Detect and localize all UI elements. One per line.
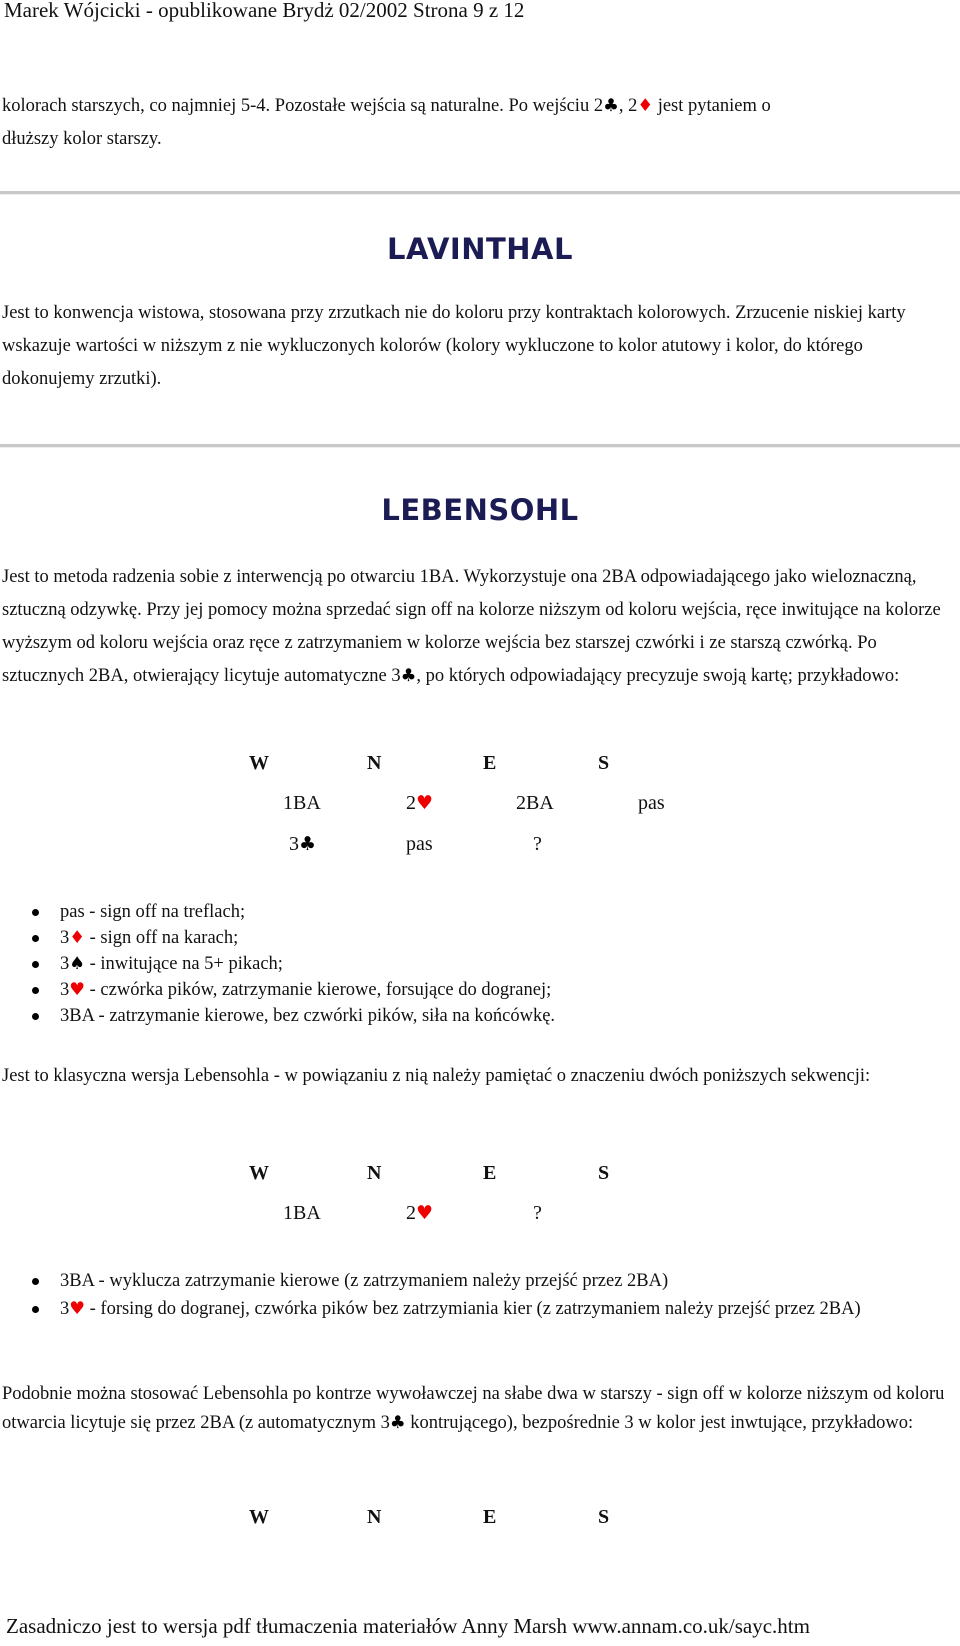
lebensohl-text-2: , po których odpowiadający precyzuje swoją kartę; przykładowo: xyxy=(416,666,900,686)
list-text: 3 xyxy=(60,980,70,1000)
heart-icon: ♥ xyxy=(69,1299,85,1319)
bullet-icon xyxy=(32,909,39,916)
club-icon: ♣ xyxy=(603,96,619,116)
seat-e: E xyxy=(483,1506,497,1528)
list-text: 3BA - zatrzymanie kierowe, bez czwórki pików, siła na końcówkę. xyxy=(60,1006,556,1026)
list-text: - inwitujące na 5+ pikach; xyxy=(85,954,283,974)
bullet-icon xyxy=(32,935,39,942)
club-icon: ♣ xyxy=(400,666,417,686)
page-header: Marek Wójcicki - opublikowane Brydż 02/2002 Strona 9 z 12 xyxy=(4,0,525,22)
bullet-icon xyxy=(32,1278,39,1285)
responses-list xyxy=(0,899,555,1029)
bid-cell: 2BA xyxy=(516,792,554,814)
seat-s: S xyxy=(598,1162,610,1184)
bid-cell: 1BA xyxy=(283,792,321,814)
list-item xyxy=(0,1296,955,1322)
club-icon: ♣ xyxy=(389,1413,406,1433)
bid-cell xyxy=(289,833,316,856)
list-text: pas - sign off na treflach; xyxy=(60,902,246,922)
intro-text-1: kolorach starszych, co najmniej 5-4. Pozostałe wejścia są naturalne. Po wejściu 2 xyxy=(2,96,604,116)
list-text: 3 xyxy=(60,928,70,948)
club-icon: ♣ xyxy=(299,833,317,855)
seat-n: N xyxy=(367,752,382,774)
bid-cell xyxy=(406,1202,433,1225)
seat-s: S xyxy=(598,1506,610,1528)
list-item xyxy=(0,1003,555,1029)
list-text: 3 xyxy=(60,1299,70,1319)
intro-paragraph xyxy=(2,90,957,156)
bid-text: 2 xyxy=(406,1202,416,1224)
list-item xyxy=(0,899,555,925)
page-footer: Zasadniczo jest to wersja pdf tłumaczenia materiałów Anny Marsh www.annam.co.uk/sayc.htm xyxy=(6,1614,810,1638)
bid-cell: ? xyxy=(533,1202,542,1224)
lebensohl-paragraph-2: Jest to klasyczna wersja Lebensohla - w powiązaniu z nią należy pamiętać o znaczeniu dwóch poniższych sekwencji: xyxy=(2,1066,871,1086)
spade-icon: ♠ xyxy=(69,954,85,974)
bullet-icon xyxy=(32,987,39,994)
seat-e: E xyxy=(483,1162,497,1184)
list-text: 3 xyxy=(60,954,70,974)
heart-icon: ♥ xyxy=(416,792,434,814)
lebensohl-text-3: Podobnie można stosować Lebensohla po kontrze wywoławczej na słabe dwa w starszy - sign off w kolorze niższym od koloru otwarcia licytuje się przez 2BA (z automatycznym 3 xyxy=(2,1384,945,1433)
seat-n: N xyxy=(367,1162,382,1184)
lebensohl-text-4: kontrującego), bezpośrednie 3 w kolor jest inwtujące, przykładowo: xyxy=(405,1413,914,1433)
bid-cell: pas xyxy=(406,833,433,855)
bullet-icon xyxy=(32,1013,39,1020)
heart-icon: ♥ xyxy=(69,980,85,1000)
heart-icon: ♥ xyxy=(416,1202,434,1224)
list-item xyxy=(0,977,555,1003)
seat-w: W xyxy=(249,1506,269,1528)
list-item xyxy=(0,925,555,951)
list-item xyxy=(0,1268,955,1294)
bullet-icon xyxy=(32,1306,39,1313)
seat-w: W xyxy=(249,1162,269,1184)
list-text: - sign off na karach; xyxy=(85,928,239,948)
lebensohl-paragraph-1 xyxy=(2,561,957,693)
bid-text: 3 xyxy=(289,833,299,855)
bid-cell xyxy=(406,792,433,815)
diamond-icon: ♦ xyxy=(69,928,85,948)
list-text: 3BA - wyklucza zatrzymanie kierowe (z zatrzymaniem należy przejść przez 2BA) xyxy=(60,1271,669,1291)
sequence-list xyxy=(0,1268,955,1322)
list-text: - czwórka pików, zatrzymanie kierowe, forsujące do dogranej; xyxy=(85,980,552,1000)
intro-text-4: dłuższy kolor starszy. xyxy=(2,129,162,149)
intro-text-2: , 2 xyxy=(618,96,638,116)
list-text: - forsing do dogranej, czwórka pików bez zatrzymiania kier (z zatrzymaniem należy przejść przez 2BA) xyxy=(85,1299,861,1319)
seat-w: W xyxy=(249,752,269,774)
divider xyxy=(0,191,960,195)
lebensohl-text-1: Jest to metoda radzenia sobie z interwencją po otwarciu 1BA. Wykorzystuje ona 2BA odpowiadającego jako wieloznaczną, sztuczną odzywkę. Przy jej pomocy można sprzedać sign off na kolorze niższym od koloru wejścia, ręce inwitujące na kolorze wyższym od koloru wejścia oraz ręce z zatrzymaniem w kolorze wejścia bez starszej czwórki i ze starszą czwórką. Po sztucznych 2BA, otwierający licytuje automatyczne 3 xyxy=(2,567,941,686)
lebensohl-heading: LEBENSOHL xyxy=(381,493,579,527)
bid-cell: 1BA xyxy=(283,1202,321,1224)
bid-cell: pas xyxy=(638,792,665,814)
lavinthal-paragraph: Jest to konwencja wistowa, stosowana przy zrzutkach nie do koloru przy kontraktach kolorowych. Zrzucenie niskiej karty wskazuje wartości w niższym z nie wykluczonych kolorów (kolory wykluczone to kolor atutowy i kolor, do którego dokonujemy zrzutki). xyxy=(2,303,906,389)
bullet-icon xyxy=(32,961,39,968)
seat-e: E xyxy=(483,752,497,774)
seat-s: S xyxy=(598,752,610,774)
list-item xyxy=(0,951,555,977)
bid-cell: ? xyxy=(533,833,542,855)
diamond-icon: ♦ xyxy=(637,96,654,116)
divider xyxy=(0,444,960,448)
intro-text-3: jest pytaniem o xyxy=(653,96,771,116)
bid-text: 2 xyxy=(406,792,416,814)
lavinthal-heading: LAVINTHAL xyxy=(387,232,573,266)
seat-n: N xyxy=(367,1506,382,1528)
lebensohl-paragraph-3 xyxy=(2,1380,957,1438)
